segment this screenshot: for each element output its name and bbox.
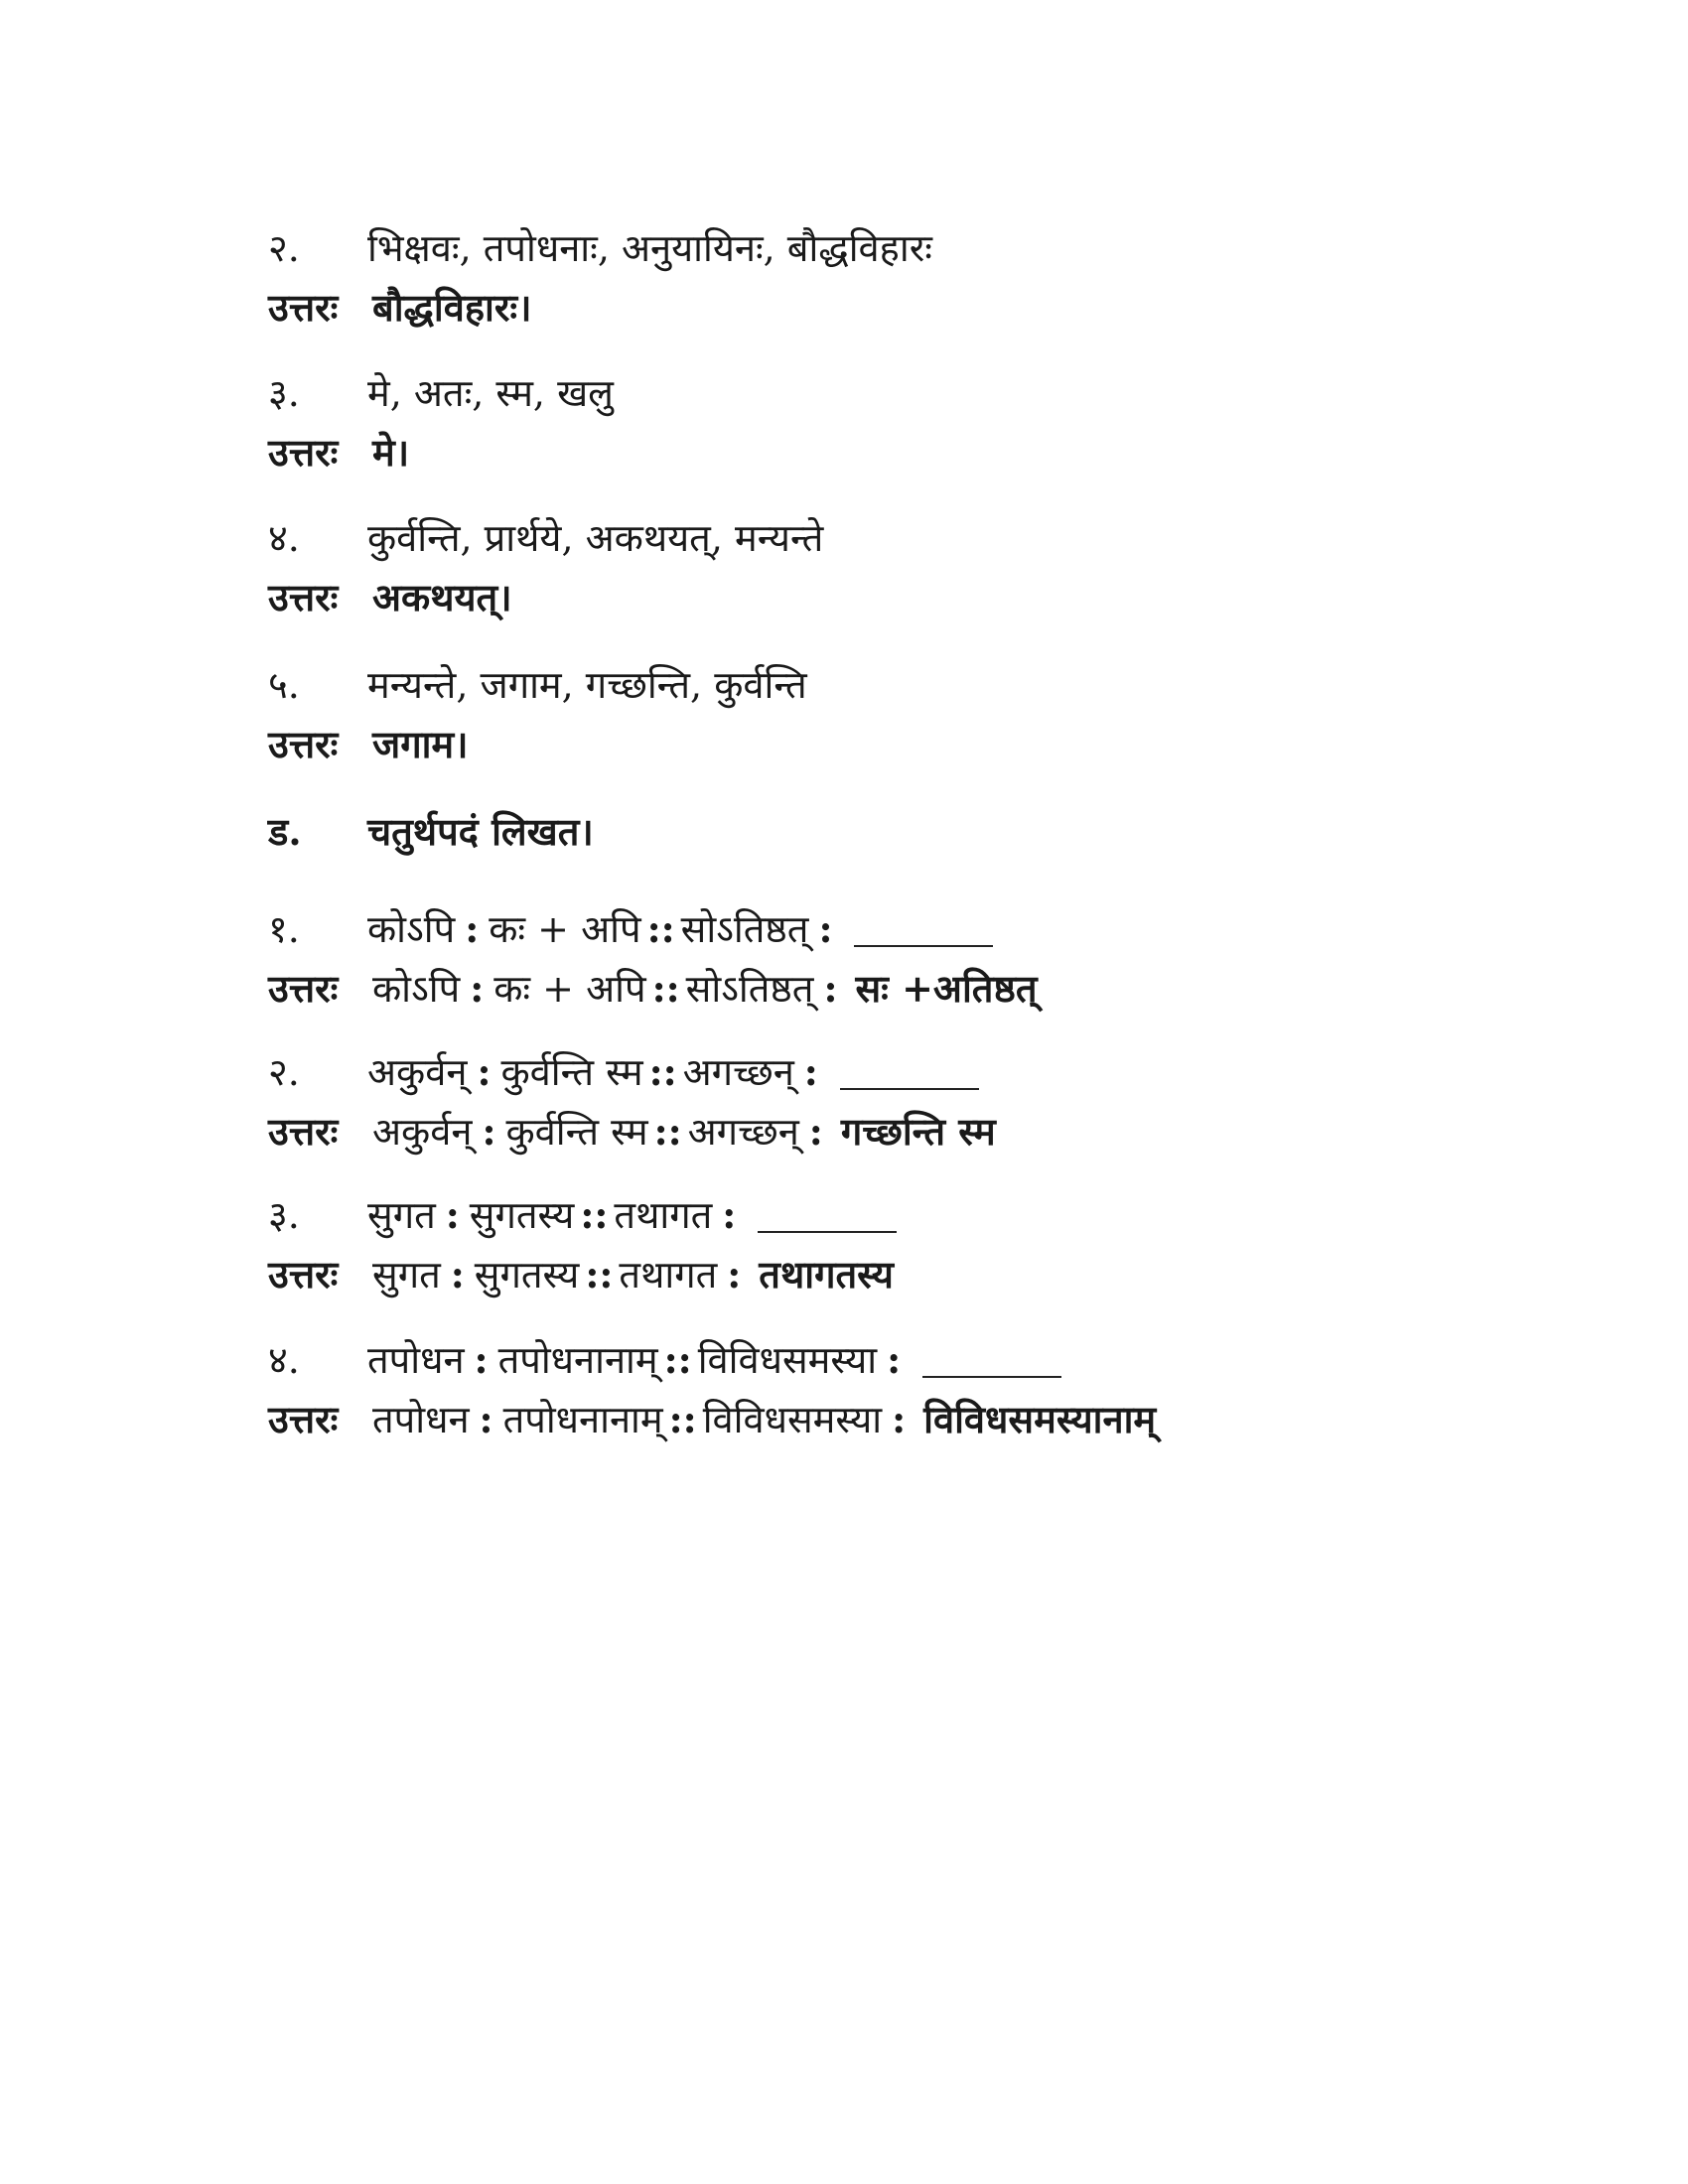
section-letter: ड. [268,809,302,854]
answer-3 [268,425,1460,480]
analogy-term-b: कः + अपि [489,907,641,951]
analogy-number: ४. [268,1338,300,1382]
answer-label: उत्तरः [268,1252,339,1297]
question-number: ४. [268,516,300,560]
question-options: कुर्वन्ति, प्रार्थये, अकथयत्, मन्यन्ते [367,516,824,560]
question-options: मे, अतः, स्म, खलु [367,371,614,415]
analogy-1: १. कोऽपि : कः + अपि :: सोऽतिष्ठत् : [268,901,1460,957]
answer-label: उत्तरः [268,966,339,1011]
answer-blank [840,1054,979,1090]
analogy-term-c: अगच्छन् [687,1110,799,1154]
answer-2 [268,280,1460,336]
analogy-term-a: कोऽपि [367,907,456,951]
analogy-term-b: सुगतस्य [469,1193,575,1237]
answer-text: बौद्धविहारः। [372,285,532,330]
answer-text: जगाम। [372,722,469,766]
answer-label: उत्तरः [268,430,339,475]
question-options: भिक्षवः, तपोधनाः, अनुयायिनः, बौद्धविहारः [367,226,932,270]
analogy-4: ४. तपोधन : तपोधनानाम् :: विविधसमस्या : [268,1332,1460,1388]
analogy-answer-3: उत्तरः सुगत : सुगतस्य :: तथागत : तथागतस्य [268,1247,1460,1302]
analogy-answer-4: उत्तरः तपोधन : तपोधनानाम् :: विविधसमस्या : विविधसमस्यानाम् [268,1392,1460,1447]
answer-5 [268,717,1460,772]
analogy-term-a: अकुर्वन् [372,1110,473,1154]
analogy-term-b: कुर्वन्ति स्म [500,1050,643,1094]
answer-4 [268,570,1460,625]
answer-text: मे। [372,430,410,475]
analogy-2: २. अकुर्वन् : कुर्वन्ति स्म :: अगच्छन् : [268,1044,1460,1100]
analogy-term-c: सोऽतिष्ठत् [685,967,814,1011]
analogy-term-b: कुर्वन्ति स्म [505,1110,648,1154]
section-heading [268,804,1460,860]
answer-text: विविधसमस्यानाम् [923,1397,1157,1441]
question-3 [268,365,1460,421]
analogy-term-a: तपोधन [372,1398,470,1441]
analogy-term-c: सोऽतिष्ठत् [680,907,809,951]
answer-label: उत्तरः [268,285,339,330]
analogy-term-a: कोऽपि [372,967,461,1011]
section-title: चतुर्थपदं लिखत। [367,809,594,854]
question-number: २. [268,226,300,270]
analogy-term-b: कः + अपि [493,967,646,1011]
question-number: ३. [268,371,300,415]
answer-label: उत्तरः [268,1397,339,1441]
analogy-number: १. [268,907,300,951]
analogy-term-b: तपोधनानाम् [502,1398,663,1441]
analogy-term-b: तपोधनानाम् [497,1338,658,1382]
answer-text: सः +अतिष्ठत् [855,966,1038,1011]
analogy-term-c: तथागत [614,1193,713,1237]
analogy-term-c: विविधसमस्या [702,1398,883,1441]
analogy-answer-1: उत्तरः कोऽपि : कः + अपि :: सोऽतिष्ठत् : सः +अतिष्ठत् [268,961,1460,1017]
answer-text: अकथयत्। [372,575,512,619]
question-number: ५. [268,663,300,707]
analogy-number: २. [268,1050,300,1094]
analogy-3: ३. सुगत : सुगतस्य :: तथागत : [268,1187,1460,1243]
question-2 [268,220,1460,276]
answer-text: गच्छन्ति स्म [840,1109,996,1154]
question-options: मन्यन्ते, जगाम, गच्छन्ति, कुर्वन्ति [367,663,807,707]
question-5 [268,657,1460,713]
analogy-number: ३. [268,1193,300,1237]
analogy-term-a: अकुर्वन् [367,1050,468,1094]
answer-text: तथागतस्य [759,1252,894,1297]
answer-blank [922,1342,1061,1378]
analogy-term-a: सुगत [372,1253,441,1297]
analogy-term-c: तथागत [619,1253,718,1297]
analogy-term-c: विविधसमस्या [697,1338,878,1382]
answer-blank [854,911,993,947]
answer-label: उत्तरः [268,722,339,766]
analogy-term-c: अगच्छन् [682,1050,794,1094]
analogy-term-a: सुगत [367,1193,436,1237]
analogy-term-a: तपोधन [367,1338,465,1382]
answer-label: उत्तरः [268,575,339,619]
question-4 [268,510,1460,566]
answer-blank [758,1197,897,1233]
analogy-term-b: सुगतस्य [474,1253,580,1297]
analogy-answer-2: उत्तरः अकुर्वन् : कुर्वन्ति स्म :: अगच्छन् : गच्छन्ति स्म [268,1104,1460,1160]
answer-label: उत्तरः [268,1109,339,1154]
